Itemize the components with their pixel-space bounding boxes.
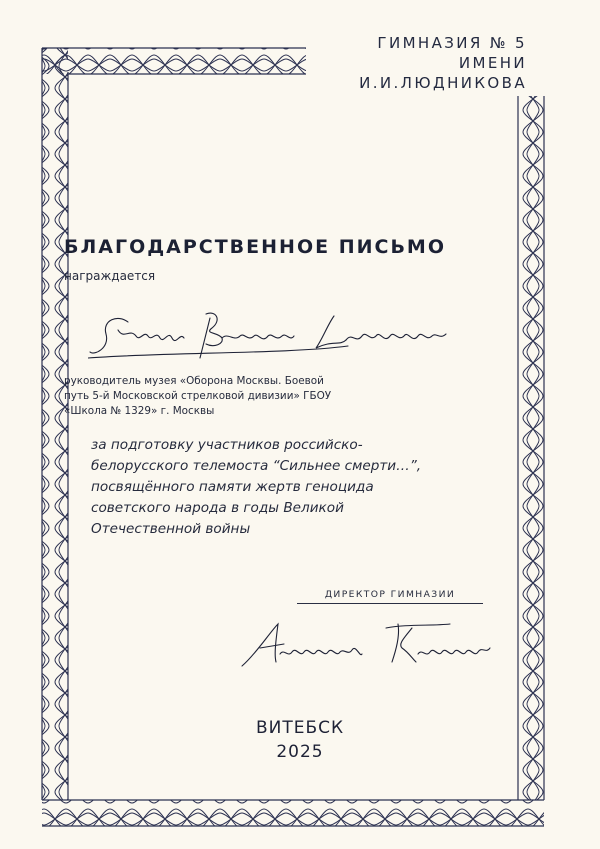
school-name-line-3: И.И.ЛЮДНИКОВА <box>359 74 527 92</box>
reason-line: посвящённого памяти жертв геноцида <box>91 479 374 495</box>
school-name-line-1: ГИМНАЗИЯ № 5 <box>377 34 527 52</box>
school-name-line-2: ИМЕНИ <box>458 54 527 72</box>
position-line: руководитель музея «Оборона Москвы. Боевой <box>64 375 324 387</box>
awarded-label: награждается <box>64 269 156 283</box>
reason-line: советского народа в годы Великой <box>91 500 344 516</box>
recipient-signature <box>88 300 468 366</box>
award-reason <box>91 435 451 540</box>
year: 2025 <box>276 742 324 762</box>
position-line: «Школа № 1329» г. Москвы <box>64 405 215 417</box>
position-line: путь 5-й Московской стрелковой дивизии» ГБОУ <box>64 390 332 402</box>
director-title: ДИРЕКТОР ГИМНАЗИИ <box>324 589 456 600</box>
city-and-year <box>220 716 380 764</box>
reason-line: белорусского телемоста “Сильнее смерти…”, <box>91 458 422 474</box>
reason-line: Отечественной войны <box>91 521 251 537</box>
signature-line <box>297 603 483 604</box>
reason-line: за подготовку участников российско- <box>91 437 363 453</box>
city: ВИТЕБСК <box>255 718 345 738</box>
school-name <box>227 33 527 93</box>
document-title: БЛАГОДАРСТВЕННОЕ ПИСЬМО <box>64 236 446 258</box>
director-signature <box>236 614 496 672</box>
recipient-position <box>64 374 394 419</box>
